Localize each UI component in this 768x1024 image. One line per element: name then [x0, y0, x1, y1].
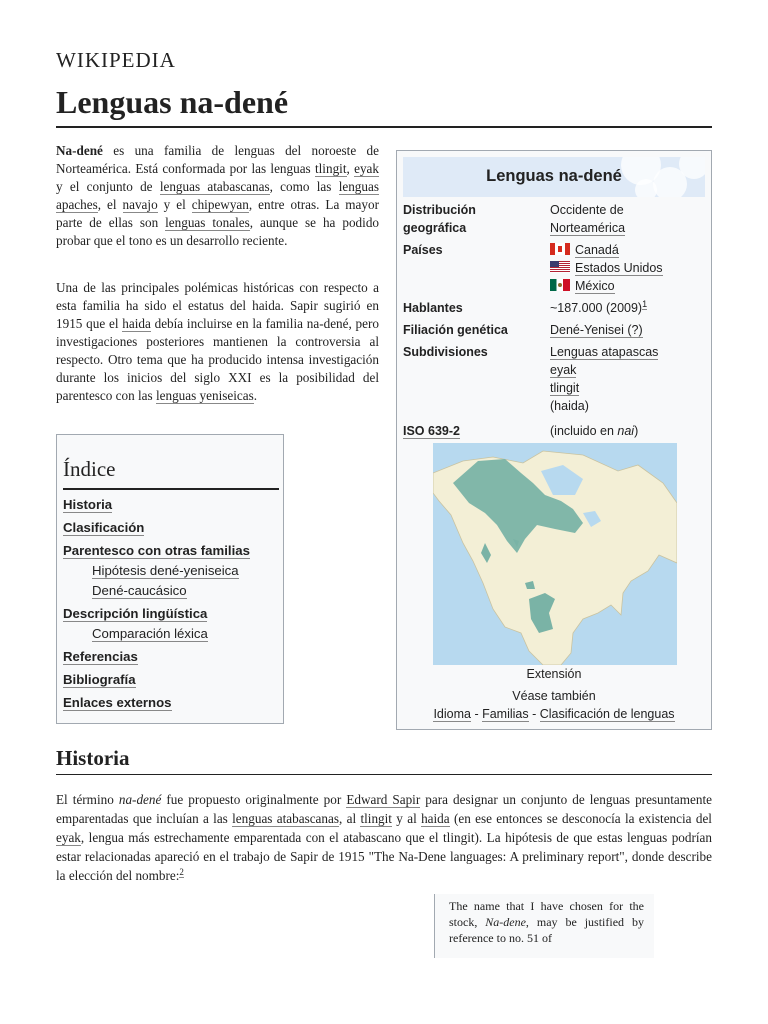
page-title: Lenguas na-dené [56, 84, 289, 120]
inline-link[interactable]: lenguas atabascanas [232, 811, 339, 826]
see-also-link[interactable]: Idioma [433, 707, 471, 721]
title-divider [56, 126, 712, 128]
inline-link[interactable]: eyak [354, 161, 379, 176]
inline-link[interactable]: eyak [56, 830, 81, 845]
blockquote: The name that I have chosen for the stock, Na-dene, may be justified by reference to no. 51 of [434, 894, 654, 958]
inline-link[interactable]: lenguas atabascanas [159, 179, 270, 194]
toc-heading: Índice [63, 457, 116, 481]
toc-item[interactable]: Parentesco con otras familias [63, 543, 250, 558]
country-link[interactable]: México [575, 279, 615, 293]
toc-divider [63, 488, 279, 490]
inline-link[interactable]: lenguas yeniseicas [155, 388, 254, 403]
inline-link[interactable]: chipewyan [191, 197, 249, 212]
link-norteamerica[interactable]: Norteamérica [550, 221, 626, 235]
intro-paragraph-1: Na-dené es una familia de lenguas del noroeste de Norteamérica. Está conformada por las lenguas tlingit, eyak y el conjunto de lenguas atabascanas, como las lenguas apaches, el navajo y el chipewyan, entre otras. La mayor parte de ellas son lenguas tonales, aunque se ha podido probar que el tono es un desarrollo reciente. [56, 143, 380, 248]
toc-item[interactable]: Referencias [63, 649, 138, 664]
map-caption: Extensión [526, 667, 582, 681]
toc-item[interactable]: Clasificación [63, 520, 145, 535]
intro-paragraph-2: Una de las principales polémicas históricas con respecto a esta familia ha sido el estatus del haida. Sapir sugirió en 1915 que el haida debía incluirse en la familia na-dené, pero investigaciones posteriores mantienen la controversia al respecto. Otro tema que ha producido intensa investigación durante los inicios del siglo XXI es la posibilidad del parentesco con las lenguas yeniseicas. [56, 280, 379, 403]
toc-list [63, 495, 279, 713]
infobox-header [403, 157, 705, 197]
toc-item[interactable]: Comparación léxica [92, 626, 208, 641]
inline-link[interactable]: tlingit [314, 161, 347, 176]
toc-item[interactable]: Bibliografía [63, 672, 136, 687]
toc-item[interactable]: Historia [63, 497, 113, 512]
subdivision-item[interactable]: tlingit [550, 381, 580, 395]
toc-item[interactable]: Dené-caucásico [92, 583, 187, 598]
subdivision-item[interactable]: Lenguas atapascas [550, 345, 659, 359]
see-also-link[interactable]: Clasificación de lenguas [539, 707, 675, 721]
country-link[interactable]: Estados Unidos [575, 261, 663, 275]
see-also-links: Idioma - Familias - Clasificación de lenguas [433, 707, 675, 721]
us-flag-icon [550, 261, 570, 273]
table-of-contents [56, 434, 284, 724]
history-paragraph: El término na-dené fue propuesto originalmente por Edward Sapir para designar un conjunto de lenguas presuntamente emparentadas que incluían a las lenguas atabascanas, al tlingit y al haida (en ese entonces se desconocía la existencia del eyak, lengua más estrechamente emparentada con el atabascano que el tlingit). La hipótesis de que estas lenguas podrían estar relacionadas apareció en el trabajo de Sapir de 1915 "The Na-Dene languages: A preliminary report", donde describe la elección del nombre:$^2$ [56, 792, 712, 883]
link-dene-yenisei[interactable]: Dené-Yenisei (?) [550, 323, 643, 337]
country-link[interactable]: Canadá [575, 243, 619, 257]
inline-link[interactable]: lenguas tonales [165, 215, 250, 230]
subdivision-item[interactable]: eyak [550, 363, 577, 377]
link-iso-639-2[interactable]: ISO 639-2 [403, 424, 460, 438]
toc-item[interactable]: Descripción lingüística [63, 606, 208, 621]
ca-flag-icon [550, 243, 570, 255]
toc-item[interactable]: Enlaces externos [63, 695, 172, 710]
see-also-label: Véase también [512, 689, 596, 703]
inline-link[interactable]: lenguas apaches [56, 179, 379, 212]
ref-1[interactable]: 1 [642, 298, 648, 309]
infobox-title: Lenguas na-dené [486, 167, 622, 185]
wikipedia-wordmark[interactable]: WIKIPEDIA [56, 48, 176, 72]
see-also-link[interactable]: Familias [482, 707, 529, 721]
inline-link[interactable]: haida [122, 316, 151, 331]
toc-item[interactable]: Hipótesis dené-yeniseica [92, 563, 239, 578]
inline-link[interactable]: haida [421, 811, 450, 826]
inline-link[interactable]: tlingit [360, 811, 392, 826]
inline-link[interactable]: navajo [122, 197, 158, 212]
footnote-ref[interactable]: 2 [179, 866, 184, 877]
section-heading-historia: Historia [56, 746, 130, 770]
subdivision-item: (haida) [550, 399, 589, 413]
inline-link[interactable]: Edward Sapir [346, 792, 421, 807]
distribution-map[interactable] [433, 443, 677, 665]
infobox: Lenguas na-dené Distribución geográfica Occidente de Norteamérica Países Canadá Estados Unidos México Hablantes ~187.000 $(2009)^1$ Filiación genética Dené-Yenisei (?) Subdivisiones Lenguas atapascas eyak tlingit (haida) ISO 639-2 (incluido en nai) Extensión Véase también Idioma - Familias - Clasificación de lenguas [396, 150, 712, 730]
section-divider [56, 774, 712, 775]
mx-flag-icon [550, 279, 570, 291]
